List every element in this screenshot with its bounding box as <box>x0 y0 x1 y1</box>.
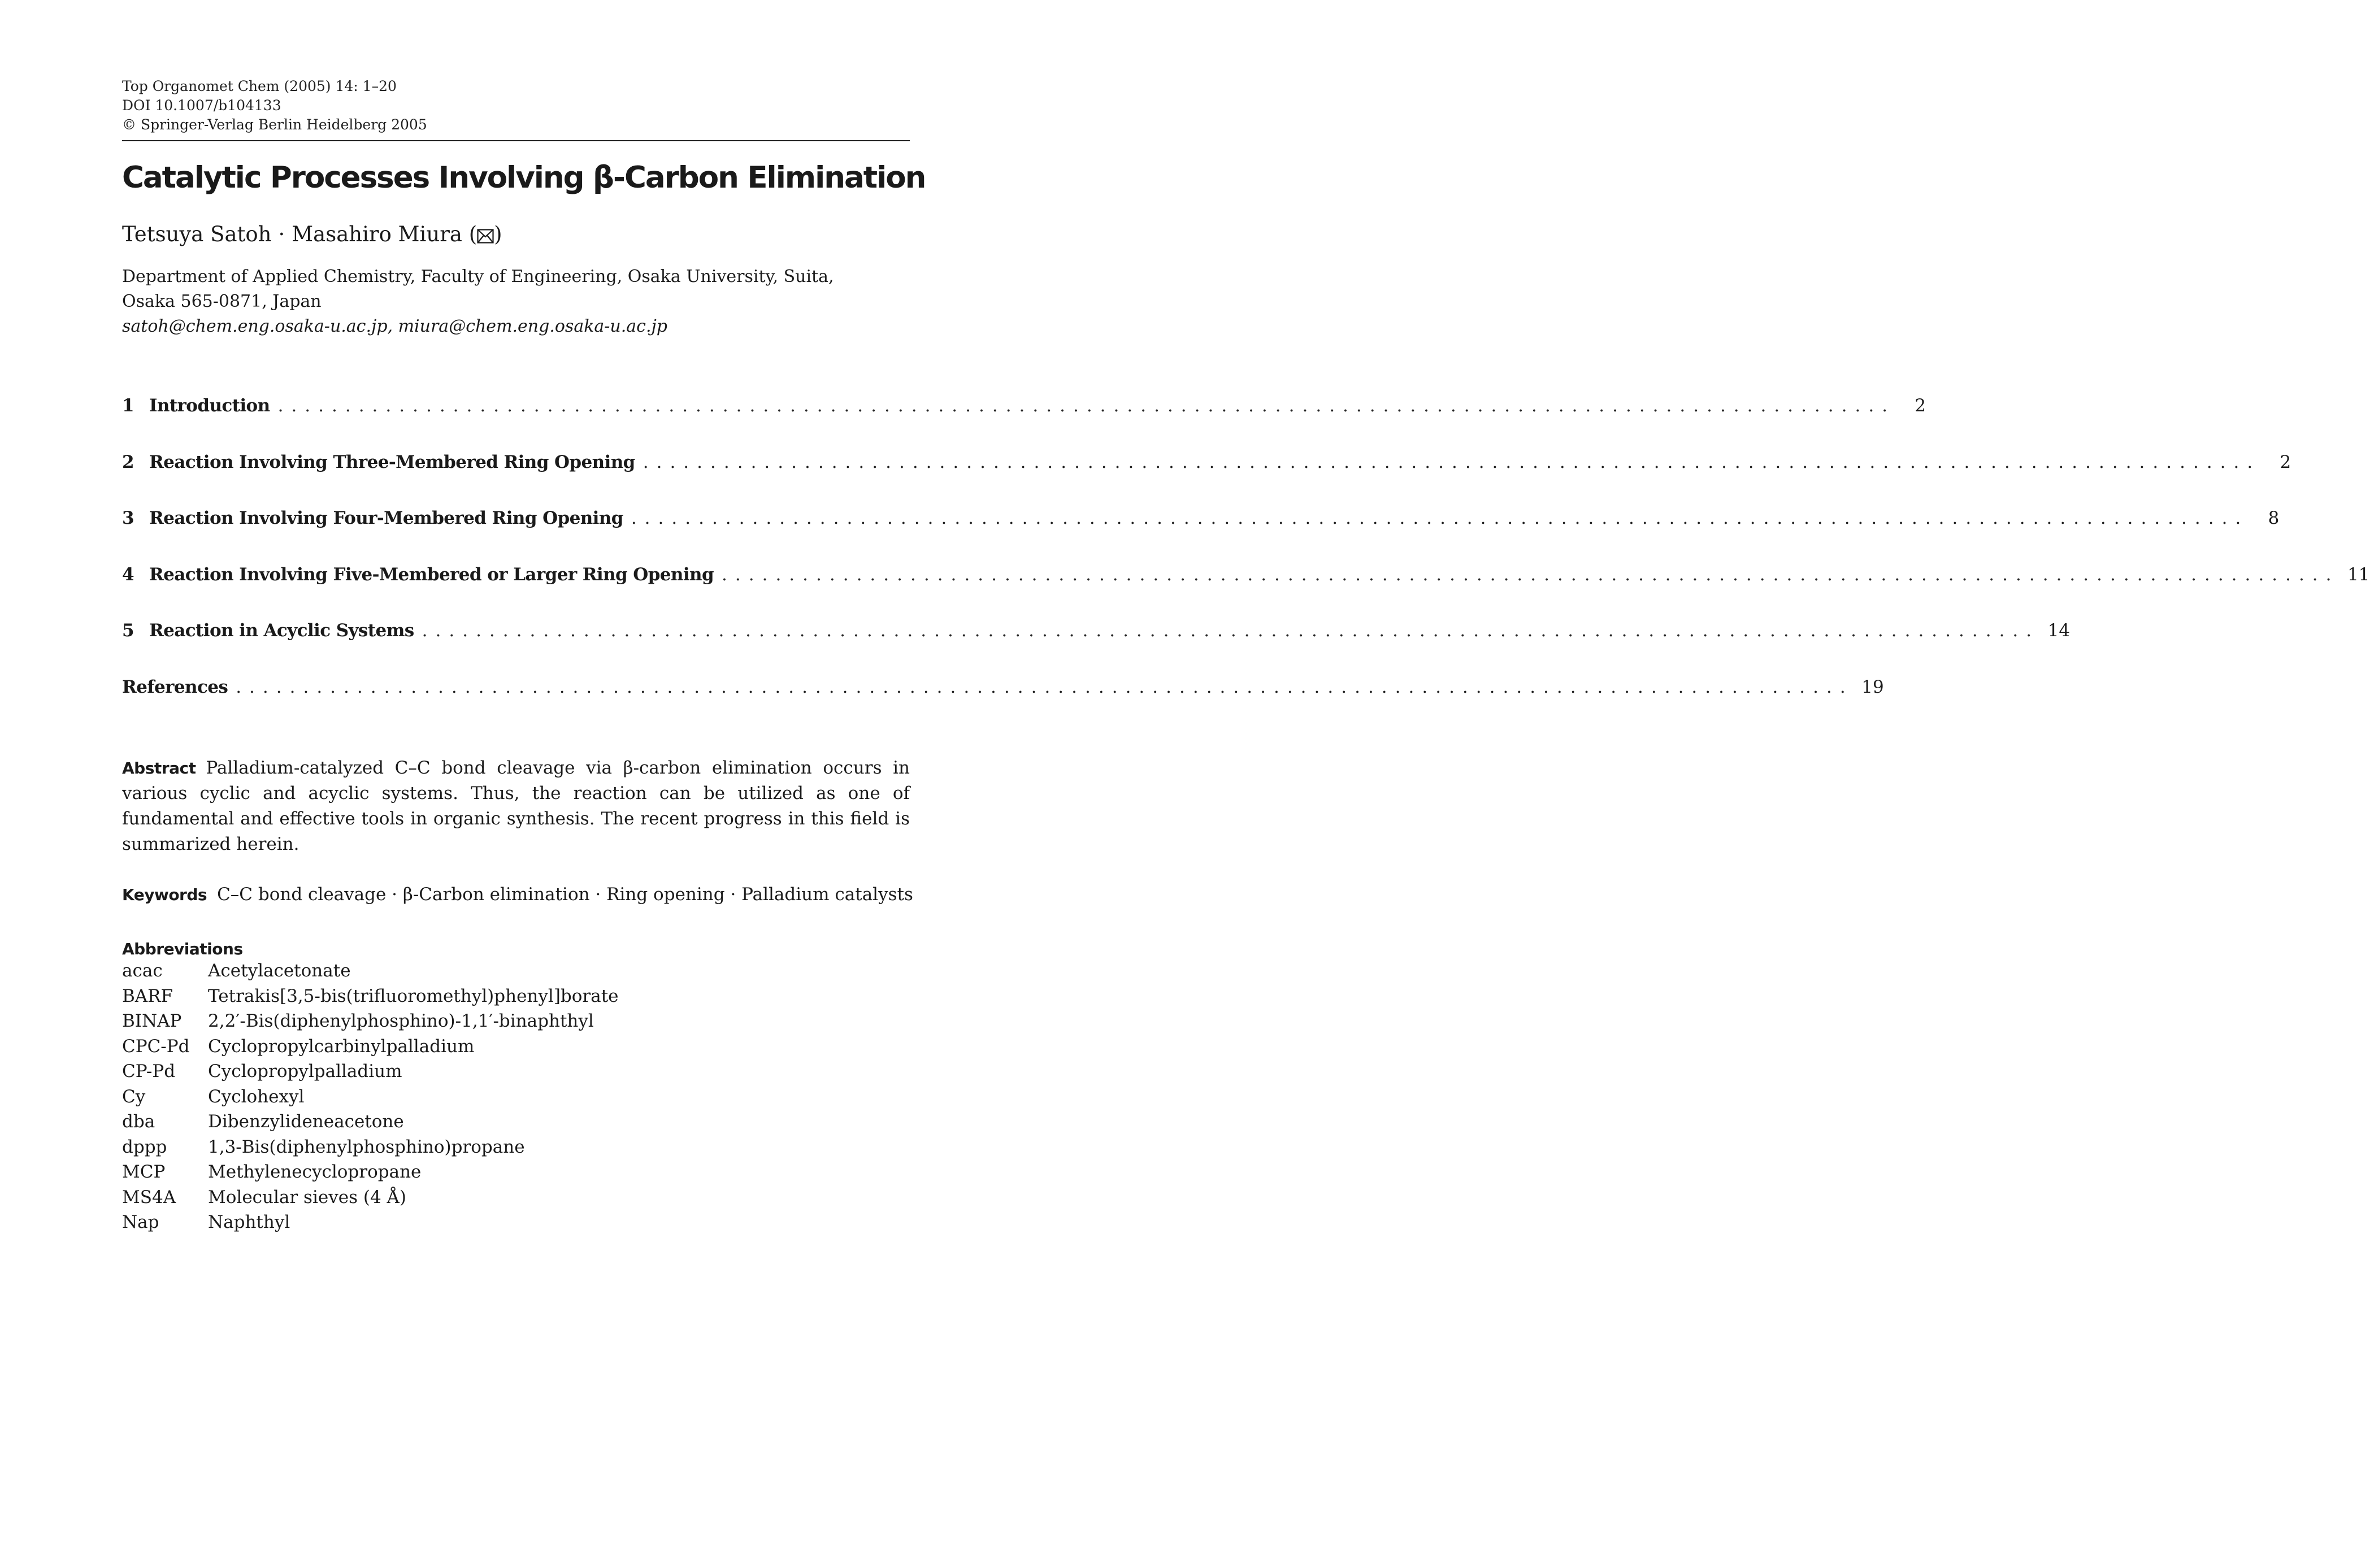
paper-title: Catalytic Processes Involving β-Carbon Elimination <box>122 160 926 195</box>
abbreviations-list <box>122 961 910 1237</box>
abbreviation-definition: Molecular sieves (4 Å) <box>208 1187 407 1208</box>
keywords <box>122 882 913 907</box>
abbreviation-definition: Naphthyl <box>208 1212 290 1232</box>
abbreviation-row <box>122 1187 910 1213</box>
abbreviation-row <box>122 1061 910 1087</box>
journal-citation: Top Organomet Chem (2005) 14: 1–20 <box>122 78 397 94</box>
contact-open-paren: ( <box>468 222 478 246</box>
abbreviation-term: acac <box>122 961 163 981</box>
toc-leader: ........................................................................................................................ <box>236 676 1854 697</box>
abbreviation-definition: Tetrakis[3,5-bis(trifluoromethyl)phenyl]borate <box>208 985 619 1006</box>
abbreviation-term: dppp <box>122 1136 167 1157</box>
abstract-label: Abstract <box>122 759 196 778</box>
abbreviation-definition: Acetylacetonate <box>208 961 351 981</box>
abbreviation-term: MS4A <box>122 1187 176 1208</box>
toc-leader: ........................................................................................................................ <box>422 620 2040 641</box>
author-emails[interactable]: satoh@chem.eng.osaka-u.ac.jp, miura@chem.eng.osaka-u.ac.jp <box>122 316 667 336</box>
toc-title: References <box>122 676 228 697</box>
journal-doi: DOI 10.1007/b104133 <box>122 97 281 114</box>
toc-entry[interactable] <box>122 620 2071 677</box>
abbreviation-definition: Cyclopropylcarbinylpalladium <box>208 1036 475 1057</box>
abbreviation-term: BARF <box>122 985 173 1006</box>
abbreviation-row <box>122 1036 910 1062</box>
paper-page <box>122 77 2370 1237</box>
toc-number: 3 <box>122 508 134 528</box>
toc-entry-references[interactable] <box>122 676 1884 733</box>
abstract-text: Palladium-catalyzed C–C bond cleavage via β-carbon elimination occurs in various cyclic and acyclic systems. Thus, the reaction can be utilized as one of fundamental and effective tools in organic synthesis. The recent progress in this field is summarized herein. <box>122 758 910 854</box>
abbreviation-definition: Cyclohexyl <box>208 1086 305 1107</box>
journal-copyright: © Springer-Verlag Berlin Heidelberg 2005 <box>122 116 427 133</box>
abbreviation-term: MCP <box>122 1162 166 1182</box>
toc-title: Introduction <box>149 396 270 416</box>
abstract <box>122 755 910 857</box>
toc-leader: ........................................................................................................................ <box>643 451 2261 472</box>
toc-leader: ........................................................................................................................ <box>277 396 1896 416</box>
affiliation <box>122 264 910 314</box>
abbreviation-row <box>122 1087 910 1112</box>
toc-leader: ........................................................................................................................ <box>722 564 2339 585</box>
header-rule <box>122 140 910 141</box>
abbreviation-row <box>122 1111 910 1137</box>
abbreviation-row <box>122 1011 910 1036</box>
toc-page: 8 <box>2268 508 2280 528</box>
abbreviation-term: BINAP <box>122 1011 182 1031</box>
envelope-icon <box>477 223 494 251</box>
author-first: Tetsuya Satoh <box>122 222 272 246</box>
abbreviation-row <box>122 986 910 1011</box>
affiliation-line-1: Department of Applied Chemistry, Faculty of Engineering, Osaka University, Suita, <box>122 267 834 286</box>
author-line <box>122 220 910 251</box>
toc-page: 14 <box>2047 620 2071 641</box>
toc-number: 1 <box>122 396 134 416</box>
abbreviation-definition: 1,3-Bis(diphenylphosphino)propane <box>208 1136 525 1157</box>
toc-number: 5 <box>122 620 134 641</box>
keywords-text: C–C bond cleavage · β-Carbon elimination · Ring opening · Palladium catalysts <box>217 884 913 905</box>
abbreviation-term: CPC-Pd <box>122 1036 190 1057</box>
toc-number: 2 <box>122 451 134 472</box>
contact-marker[interactable] <box>469 222 502 246</box>
toc-leader: ........................................................................................................................ <box>631 508 2249 528</box>
toc-title: Reaction Involving Four-Membered Ring Opening <box>149 508 623 528</box>
abbreviation-row <box>122 1212 910 1237</box>
toc-title: Reaction in Acyclic Systems <box>149 620 414 641</box>
abbreviation-term: Cy <box>122 1086 146 1107</box>
abbreviation-definition: 2,2′-Bis(diphenylphosphino)-1,1′-binaphthyl <box>208 1011 594 1031</box>
abbreviation-row <box>122 1162 910 1187</box>
author-separator: · <box>278 222 285 246</box>
affiliation-line-2: Osaka 565-0871, Japan <box>122 292 322 311</box>
abbreviation-definition: Dibenzylideneacetone <box>208 1111 404 1132</box>
toc-entry[interactable] <box>122 564 2370 621</box>
abbreviation-definition: Cyclopropylpalladium <box>208 1061 402 1081</box>
toc-page: 19 <box>1861 676 1884 697</box>
toc-entry[interactable] <box>122 508 2280 564</box>
abbreviation-term: CP-Pd <box>122 1061 176 1081</box>
table-of-contents <box>122 396 2370 733</box>
keywords-label: Keywords <box>122 885 207 904</box>
abbreviation-definition: Methylenecyclopropane <box>208 1162 422 1182</box>
abbreviation-term: dba <box>122 1111 155 1132</box>
contact-close-paren: ) <box>494 222 502 246</box>
abbreviations-heading: Abbreviations <box>122 940 243 958</box>
journal-header <box>122 77 910 134</box>
abbreviation-term: Nap <box>122 1212 159 1232</box>
abbreviation-row <box>122 1137 910 1162</box>
toc-entry[interactable] <box>122 396 1926 452</box>
toc-entry[interactable] <box>122 451 2291 509</box>
toc-title: Reaction Involving Three-Membered Ring Opening <box>149 451 635 472</box>
author-second: Masahiro Miura <box>292 222 462 246</box>
toc-title: Reaction Involving Five-Membered or Larger Ring Opening <box>149 564 714 585</box>
toc-page: 2 <box>2280 451 2291 472</box>
toc-number: 4 <box>122 564 134 585</box>
abbreviation-row <box>122 961 910 986</box>
toc-page: 2 <box>1915 396 1926 416</box>
toc-page: 11 <box>2347 564 2370 585</box>
